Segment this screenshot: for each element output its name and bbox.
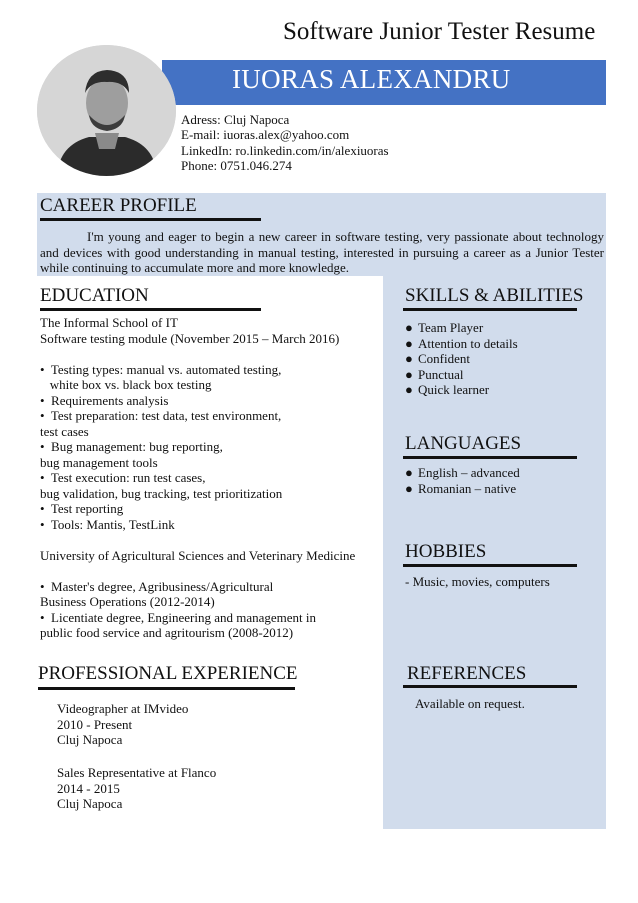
education-line: • Master's degree, Agribusiness/Agricultural — [40, 578, 274, 594]
education-underline — [40, 308, 261, 311]
job-period: 2014 - 2015 — [57, 780, 120, 796]
list-item: ● Team Player — [405, 320, 484, 335]
hobbies-text: - Music, movies, computers — [405, 574, 550, 589]
education-line — [40, 346, 380, 362]
bullet-icon: ● — [405, 320, 413, 335]
job-period: 2010 - Present — [57, 716, 133, 732]
bullet-icon: ● — [405, 366, 413, 382]
job-entry — [57, 765, 216, 812]
bullet-icon: ● — [405, 480, 413, 496]
bullet-icon: ● — [405, 351, 413, 366]
career-profile-heading: CAREER PROFILE — [40, 195, 197, 216]
education-list — [40, 315, 380, 641]
bullet-icon: ● — [405, 335, 413, 351]
career-profile-underline — [40, 218, 261, 221]
references-heading: REFERENCES — [407, 663, 527, 684]
skills-list — [405, 320, 518, 398]
education-line: bug management tools — [40, 454, 158, 470]
education-line: public food service and agritourism (2008-2012) — [40, 625, 294, 640]
skills-underline — [403, 308, 577, 311]
education-heading: EDUCATION — [40, 285, 149, 306]
education-line: University of Agricultural Sciences and Veterinary Medicine — [40, 547, 356, 563]
list-item: ● English – advanced — [405, 465, 520, 480]
education-line: Software testing module (November 2015 – March 2016) — [40, 330, 340, 346]
hobbies-underline — [403, 564, 577, 567]
skills-heading: SKILLS & ABILITIES — [405, 285, 584, 306]
contact-linkedin[interactable]: LinkedIn: ro.linkedin.com/in/alexiuoras — [181, 142, 389, 158]
education-line: • Bug management: bug reporting, — [40, 439, 223, 454]
contact-address: Adress: Cluj Napoca — [181, 112, 290, 127]
job-location: Cluj Napoca — [57, 796, 123, 811]
job-entry — [57, 701, 188, 748]
languages-heading: LANGUAGES — [405, 433, 522, 454]
job-title: Sales Representative at Flanco — [57, 765, 217, 780]
education-line: bug validation, bug tracking, test prioritization — [40, 485, 283, 501]
list-item: ● Confident — [405, 351, 470, 366]
education-line — [40, 563, 380, 579]
job-location: Cluj Napoca — [57, 732, 123, 747]
contact-email[interactable]: E-mail: iuoras.alex@yahoo.com — [181, 127, 350, 143]
education-line: Business Operations (2012-2014) — [40, 594, 215, 609]
education-line: • Requirements analysis — [40, 392, 169, 408]
list-item: ● Quick learner — [405, 382, 490, 397]
education-line: • Tools: Mantis, TestLink — [40, 516, 175, 532]
education-line: • Test execution: run test cases, — [40, 470, 206, 485]
job-title: Videographer at IMvideo — [57, 701, 189, 716]
education-line: The Informal School of IT — [40, 315, 178, 330]
bullet-icon: ● — [405, 465, 413, 480]
hobbies-heading: HOBBIES — [405, 541, 487, 562]
list-item: ● Romanian – native — [405, 480, 517, 496]
education-line: white box vs. black box testing — [40, 377, 212, 392]
contact-phone: Phone: 0751.046.274 — [181, 158, 292, 174]
contact-info — [181, 112, 389, 174]
bullet-icon: ● — [405, 382, 413, 397]
languages-underline — [403, 456, 577, 459]
education-line — [40, 532, 380, 548]
list-item: ● Punctual — [405, 366, 464, 382]
education-line: • Testing types: manual vs. automated testing, — [40, 361, 282, 377]
education-line: test cases — [40, 423, 89, 439]
languages-list — [405, 465, 520, 496]
document-title: Software Junior Tester Resume — [283, 18, 596, 45]
career-profile-text: I'm young and eager to begin a new career in software testing, very passionate about technology and devices with good understanding in manual testing, interested in pursuing a career as a Junior Tester while continuing to accumulate more and more knowledge. — [40, 229, 604, 276]
list-item: ● Attention to details — [405, 335, 518, 351]
profile-photo — [37, 45, 176, 176]
education-line: • Test preparation: test data, test environment, — [40, 408, 282, 423]
experience-heading: PROFESSIONAL EXPERIENCE — [38, 663, 298, 684]
references-text: Available on request. — [415, 696, 525, 711]
education-line: • Test reporting — [40, 501, 124, 516]
references-underline — [403, 685, 577, 688]
experience-underline — [38, 687, 295, 690]
candidate-name: IUORAS ALEXANDRU — [232, 64, 511, 94]
person-portrait-icon — [37, 45, 176, 176]
education-line: • Licentiate degree, Engineering and management in — [40, 609, 316, 625]
